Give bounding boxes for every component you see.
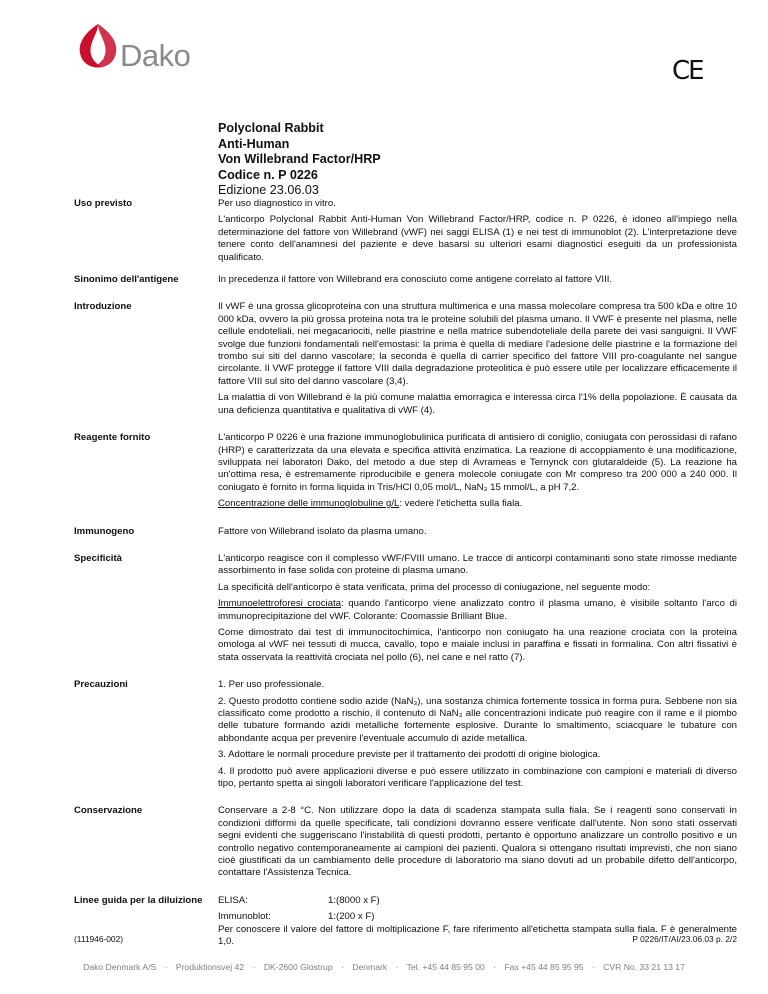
underlined-term: Immunoelettroforesi crociata (218, 598, 341, 610)
section-label: Linee guida per la diluizione (74, 894, 203, 906)
address-part: Fax +45 44 85 95 95 (504, 962, 584, 972)
product-line-3: Von Willebrand Factor/HRP (218, 152, 381, 166)
paragraph: La malattia di von Willebrand è la più comune malattia emorragica e interessa circa l'1% della popolazione. È causata da una deficienza quantitativa e qualitativa di vWF (4). (218, 392, 737, 416)
section-label: Precauzioni (74, 679, 128, 691)
separator: · (341, 962, 344, 972)
paragraph: La specificità dell'anticorpo è stata verificata, prima del processo di coniugazione, nel seguente modo: (218, 581, 651, 593)
footer-doc-number: (111946-002) (74, 934, 124, 944)
paragraph: L'anticorpo Polyclonal Rabbit Anti-Human Von Willebrand Factor/HRP, codice n. P 0226, è idoneo all'impiego nella determinazione del fattore von Willebrand (vWF) nei saggi ELISA (1) e nei test di immunoblot (2). L'interpretazione deve tenere conto dell'anamnesi del paziente e deve basarsi su ulteriori esami diagnostici eseguiti da un professionista qualificato. (218, 214, 737, 263)
section-body (218, 805, 737, 883)
paragraph: Per uso diagnostico in vitro. (218, 198, 336, 209)
underlined-term: Concentrazione delle immunoglobuline g/L (218, 498, 400, 510)
text-run: : quando l'anticorpo viene analizzato contro il plasma umano, è visibile soltanto l'arco di immunoprecipitazione del vWF. Colorante: Coomassie Brilliant Blue. (218, 598, 737, 622)
section-label: Conservazione (74, 805, 143, 817)
section-label: Reagente fornito (74, 432, 151, 444)
dilution-key: Immunoblot: (218, 911, 271, 923)
product-title-block (218, 121, 381, 199)
paragraph: Per conoscere il valore del fattore di moltiplicazione F, fare riferimento all'etichetta stampata sulla fiala. F è generalmente 1,0. (218, 923, 737, 948)
section-specificita (74, 553, 737, 668)
section-label: Sinonimo dell'antigene (74, 274, 179, 286)
paragraph: 2. Questo prodotto contiene sodio azide (NaN₃), una sostanza chimica fortemente tossica in forma pura. Sebbene non sia classificato come prodotto a rischio, il contenuto di NaN₃ alle concentrazioni indicate può reagire con il rame e il piombo delle tubature formando azidi metalliche fortemente esplosive. Durante lo smaltimento, sciacquare le tubature con abbondante acqua per prevenire l'eventuale accumulo di azide metallica. (218, 695, 737, 744)
product-code: Codice n. P 0226 (218, 167, 318, 182)
section-sinonimo (74, 274, 737, 290)
ce-mark: CE (672, 56, 703, 86)
section-body (218, 432, 737, 514)
section-body (218, 274, 737, 290)
paragraph: Come dimostrato dai test di immunocitochimica, l'anticorpo non coniugato ha una reazione crociata con la proteina omologa al vWF nei tessuti di mucca, cavallo, topo e maiale inclusi in paraffina e fissati in formalina. Con altri fissativi è stata osservata la reattività crociata nel pollo (6), nel cane e nel ratto (7). (218, 626, 737, 663)
paragraph: L'anticorpo reagisce con il complesso vWF/FVIII umano. Le tracce di anticorpi contaminanti sono state rimosse mediante assorbimento in fase solida con proteine di plasma umano. (218, 552, 737, 577)
text-run: : vedere l'etichetta sulla fiala. (399, 498, 523, 510)
section-label: Specificità (74, 552, 122, 564)
separator: · (252, 962, 256, 972)
dilution-key: ELISA: (218, 894, 248, 906)
paragraph (218, 598, 737, 623)
separator: · (591, 962, 595, 972)
section-reagente (74, 432, 737, 514)
dako-logo-icon (74, 22, 122, 70)
document-body (74, 198, 737, 964)
section-body (218, 679, 737, 794)
separator: · (164, 962, 168, 972)
separator: · (493, 962, 497, 972)
paragraph: 4. Il prodotto può avere applicazioni diverse e può essere utilizzato in combinazione con campioni e materiali di diverso tipo, pertanto spetta ai singoli laboratori verificare l'applicazione del test. (218, 765, 737, 790)
logo-wordmark: Dako (120, 38, 191, 73)
address-part: Dako Denmark A/S (83, 962, 157, 972)
address-part: Produktionsvej 42 (175, 962, 245, 972)
paragraph: Fattore von Willebrand isolato da plasma umano. (218, 525, 427, 537)
section-body (218, 301, 737, 421)
section-label: Introduzione (74, 301, 132, 313)
paragraph: Conservare a 2-8 °C. Non utilizzare dopo la data di scadenza stampata sulla fiala. Se i reagenti sono conservati in condizioni difformi da quelle specificate, tali condizioni dovranno essere verificate dall'utente. Non sono stati osservati segni evidenti che suggeriscano l'instabilità di questi prodotti, pertanto è opportuno analizzare un controllo positivo e un controllo negativo contemporaneamente ai campioni dei pazienti. Qualora si ottengano risultati imprevisti, che non siano cioè giustificati da un cambiamento delle procedure di laboratorio ma siano dovuti ad un probabile difetto dell'anticorpo, contattare l'Assistenza Tecnica. (218, 805, 737, 879)
company-address-line (0, 962, 768, 972)
dilution-value: 1:(200 x F) (328, 911, 375, 923)
paragraph: 3. Adottare le normali procedure previste per il trattamento dei prodotti di origine biologica. (218, 749, 601, 761)
product-line-2: Anti-Human (218, 136, 290, 151)
dako-logo (74, 22, 204, 72)
address-part: Tel. +45 44 85 95 00 (406, 962, 485, 972)
section-label: Uso previsto (74, 198, 133, 209)
separator: · (395, 962, 399, 972)
section-uso-previsto (74, 198, 737, 268)
address-part: DK-2600 Glostrup (263, 962, 333, 972)
paragraph (218, 498, 737, 510)
paragraph: L'anticorpo P 0226 è una frazione immunoglobulinica purificata di antisiero di coniglio, coniugata con perossidasi di rafano (HRP) e caratterizzata da una elevata e specifica attività enzimatica. La reazione di accoppiamento è una modificazione, sviluppata nei laboratori Dako, del metodo a due step di Avrameas e Ternynck con glutaraldeide (5). La reazione ha un'ottima resa, è estremamente riproducibile e genera molecole coniugate con Mr compreso tra 200 000 a 240 000. Il coniugato è fornito in forma liquida in Tris/HCl 0,05 mol/L, NaN₃ 15 mmol/L, a pH 7,2. (218, 432, 737, 493)
paragraph: 1. Per uso professionale. (218, 679, 325, 691)
section-immunogeno (74, 526, 737, 542)
section-conservazione (74, 805, 737, 883)
section-label: Immunogeno (74, 525, 135, 537)
section-body (218, 198, 737, 268)
dilution-row-elisa (218, 895, 737, 907)
section-precauzioni (74, 679, 737, 794)
footer-page-ref: P 0226/IT/AI/23.06.03 p. 2/2 (632, 934, 737, 944)
section-introduzione (74, 301, 737, 421)
paragraph: Il vWF è una grossa glicoproteina con una struttura multimerica e una massa molecolare compresa tra 500 kDa e oltre 10 000 kDa, ovvero la più grossa proteina nota tra le proteine solubili del plasma umano. Il VWF è presente nel plasma, nelle cellule endoteliali, nei megacariociti, nelle piastrine e nella matrice subendoteliale della parete dei vasi sanguigni. Il VWF svolge due funzioni fondamentali nell'emostasi: la prima è quella di mediare l'adesione delle piastrine e la formazione del trombo sui siti del danno vascolare; la seconda è quella di carrier specifico del fattore VIII pro-coagulante nel sangue circolante. Il VWF protegge il fattore VIII dalla degradazione proteolitica è può essere utile per localizzare efficacemente il fattore VIII sul sito del danno vascolare (3,4). (218, 301, 737, 387)
dilution-value: 1:(8000 x F) (328, 894, 380, 906)
section-body (218, 526, 737, 542)
dilution-row-immunoblot (218, 911, 737, 923)
paragraph: In precedenza il fattore von Willebrand era conosciuto come antigene correlato al fattore VIII. (218, 274, 613, 286)
product-line-1: Polyclonal Rabbit (218, 121, 324, 135)
address-part: CVR No. 33 21 13 17 (603, 962, 685, 972)
product-edition: Edizione 23.06.03 (218, 183, 319, 197)
address-part: Denmark (352, 962, 388, 972)
section-body (218, 553, 737, 668)
